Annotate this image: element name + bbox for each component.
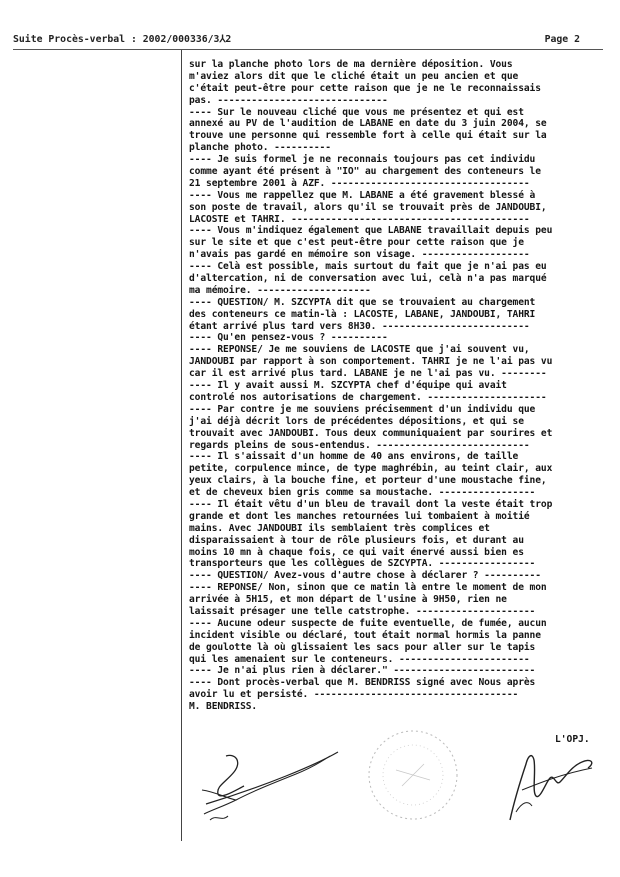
text-line: yeux clairs, à la bouche fine, et porteur d'une moustache fine, [189,475,547,487]
text-line: des conteneurs ce matin-là : LACOSTE, LABANE, JANDOUBI, TAHRI [189,308,536,320]
opj-signature [492,742,602,827]
text-line: ---- Il était vêtu d'un bleu de travail dont la veste était trop [189,498,553,510]
text-line: c'était peut-être pour cette raison que je ne le reconnaissais [189,82,541,94]
text-line: comme ayant été présent à "IO" au chargement des conteneurs le [189,166,541,178]
text-line: trouvait avec JANDOUBI. Tous deux communiquaient par sourires et [189,427,553,439]
text-line: et de cheveux bien gris comme sa moustache. ----------------- [189,487,536,499]
text-line: ---- REPONSE/ Non, sinon que ce matin là entre le moment de mon [189,582,547,594]
text-line: annexé au PV de l'audition de LABANE en date du 3 juin 2004, se [189,118,547,130]
text-line: m'aviez alors dit que le cliché était un peu ancien et que [189,70,519,82]
text-line: arrivée à 5H15, et mon départ de l'usine à 9H50, rien ne [189,594,507,606]
text-line: de goulotte là où glissaient les sacs pour aller sur le tapis [189,641,536,653]
header-rule [13,49,603,50]
text-line: controlé nos autorisations de chargement. --------------------- [189,391,547,403]
text-line: ---- Sur le nouveau cliché que vous me présentez et qui est [189,106,524,118]
text-line: étant arrivé plus tard vers 8H30. -------------------------- [189,320,530,332]
text-line: ---- Il s'aissait d'un homme de 40 ans environs, de taille [189,451,519,463]
text-line: ---- Vous m'indiquez également que LABANE travaillait depuis peu [189,225,553,237]
text-line: M. BENDRISS. [189,701,258,713]
text-line: ---- REPONSE/ Je me souviens de LACOSTE que j'ai souvent vu, [189,344,530,356]
text-line: transporteurs que les collègues de SZCYPTA. ----------------- [189,558,536,570]
bendriss-signature [196,748,346,828]
text-line: ---- Il y avait aussi M. SZCYPTA chef d'équipe qui avait [189,380,507,392]
text-line: ---- Vous me rappellez que M. LABANE a été gravement blessé à [189,189,536,201]
text-line: LACOSTE et TAHRI. ------------------------------------------ [189,213,530,225]
text-line: ---- Je n'ai plus rien à déclarer." ------------------------- [189,665,536,677]
officer-label: L'OPJ. [555,734,590,745]
text-line: moins 10 mn à chaque fois, ce qui vait énervé aussi bien es [189,546,524,558]
text-line: avoir lu et persisté. ------------------------------------ [189,689,519,701]
text-line: qui les amenaient sur le conteneurs. ----------------------- [189,653,530,665]
text-line: incident visible ou déclaré, tout était normal hormis la panne [189,629,541,641]
text-line: son poste de travail, alors qu'il se trouvait près de JANDOUBI, [189,201,547,213]
margin-rule [181,50,182,841]
text-line: sur la planche photo lors de ma dernière déposition. Vous [189,59,513,70]
text-line: car il est arrivé plus tard. LABANE je ne l'ai pas vu. -------- [189,368,547,380]
text-line: ma mémoire. -------------------- [189,284,371,296]
text-line: ---- Dont procès-verbal que M. BENDRISS signé avec Nous après [189,677,536,689]
text-line: petite, corpulence mince, de type maghrébin, au teint clair, aux [189,463,553,475]
text-line: trouve une personne qui ressemble fort à celle qui était sur la [189,130,547,142]
text-line: ---- Par contre je me souviens précisemment d'un individu que [189,403,536,415]
text-line: 21 septembre 2001 à AZF. ----------------------------------- [189,177,530,189]
text-line: ---- QUESTION/ M. SZCYPTA dit que se trouvaient au chargement [189,296,536,308]
text-line: laissait présager une telle catstrophe. --------------------- [189,605,536,617]
page-number: Page 2 [544,34,580,45]
text-line: ---- QUESTION/ Avez-vous d'autre chose à déclarer ? ---------- [189,570,541,582]
text-line: j'ai déjà décrit lors de précédentes dépositions, et qui se [189,415,524,427]
text-line: ---- Aucune odeur suspecte de fuite eventuelle, de fumée, aucun [189,617,547,629]
text-line: disparaissaient à tour de rôle plusieurs fois, et durant au [189,534,524,546]
official-stamp [358,720,468,830]
text-line: ---- Celà est possible, mais surtout du fait que je n'ai pas eu [189,261,547,273]
text-line: ---- Qu'en pensez-vous ? ---------- [189,332,388,344]
text-line: ---- Je suis formel je ne reconnais toujours pas cet individu [189,154,536,166]
text-line: pas. ------------------------------ [189,94,388,106]
text-line: planche photo. ---------- [189,142,331,154]
text-line: d'altercation, ni de conversation avec lui, celà n'a pas marqué [189,273,547,285]
deposition-text [189,59,601,713]
text-line: grande et dont les manches retournées lui tombaient à moitié [189,510,530,522]
report-reference: Suite Procès-verbal : 2002/000336/3⅄2 [13,34,232,45]
text-line: regards pleins de sous-entendus. --------------------------- [189,439,530,451]
text-line: sur le site et que c'est peut-être pour cette raison que je [189,237,524,249]
text-line: JANDOUBI par rapport à son comportement. TAHRI je ne l'ai pas vu [189,356,553,368]
text-line: n'avais pas gardé en mémoire son visage. ------------------- [189,249,530,261]
text-line: mains. Avec JANDOUBI ils semblaient très complices et [189,522,490,534]
